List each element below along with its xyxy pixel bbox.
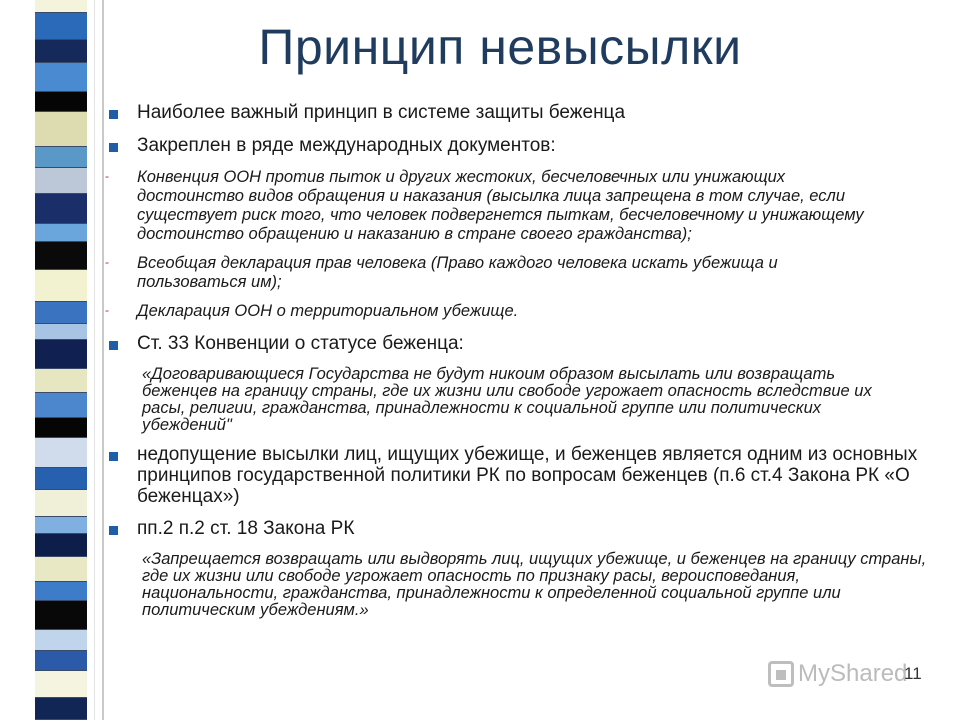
stripe-segment xyxy=(35,13,87,40)
slide-title: Принцип невысылки xyxy=(258,19,742,75)
decorative-stripe-bar xyxy=(35,0,87,720)
square-bullet-icon xyxy=(109,143,118,152)
stripe-segment xyxy=(35,557,87,582)
stripe-segment xyxy=(35,698,87,720)
page-number: 11 xyxy=(904,664,922,683)
square-bullet-icon xyxy=(109,452,118,461)
bullet-item xyxy=(105,333,935,354)
bullet-text: Ст. 33 Конвенции о статусе беженца: xyxy=(137,333,464,354)
stripe-segment xyxy=(35,630,87,652)
slide-body xyxy=(105,96,935,619)
stripe-segment xyxy=(35,393,87,418)
stripe-segment xyxy=(35,324,87,340)
stripe-segment xyxy=(35,601,87,630)
square-bullet-icon xyxy=(109,526,118,535)
bullet-text: недопущение высылки лиц, ищущих убежище, и беженцев является одним из основных принципов государственной политики РК по вопросам беженцев (п.6 ст.4 Закона РК «О беженцах») xyxy=(137,444,918,507)
stripe-segment xyxy=(35,651,87,671)
sub-item-text: Всеобщая декларация прав человека (Право каждого человека искать убежища и пользоваться им); xyxy=(137,254,778,291)
bullet-item xyxy=(105,518,935,539)
stripe-segment xyxy=(35,302,87,324)
stripe-segment xyxy=(35,418,87,438)
bullet-text: Закреплен в ряде международных документов: xyxy=(137,135,556,156)
stripe-segment xyxy=(35,517,87,533)
stripe-segment xyxy=(35,534,87,558)
dash-bullet-icon: - xyxy=(105,303,109,317)
divider xyxy=(94,0,95,720)
bullet-text: Наиболее важный принцип в системе защиты беженца xyxy=(137,102,626,123)
square-bullet-icon xyxy=(109,110,118,119)
stripe-segment xyxy=(35,582,87,600)
stripe-segment xyxy=(35,92,87,112)
sub-item xyxy=(105,168,935,244)
stripe-segment xyxy=(35,468,87,490)
square-bullet-icon xyxy=(109,341,118,350)
stripe-segment xyxy=(35,224,87,242)
stripe-segment xyxy=(35,112,87,146)
stripe-segment xyxy=(35,270,87,303)
bullet-text: пп.2 п.2 ст. 18 Закона РК xyxy=(137,518,355,539)
dash-bullet-icon: - xyxy=(105,255,109,269)
stripe-segment xyxy=(35,490,87,517)
sub-item xyxy=(105,302,935,321)
sub-item-text: Декларация ООН о территориальном убежище. xyxy=(137,302,519,320)
stripe-segment xyxy=(35,40,87,64)
stripe-segment xyxy=(35,438,87,469)
quote-block: «Запрещается возвращать или выдворять лиц, ищущих убежище, и беженцев на границу страны, где их жизни или свободе угрожает опасность по признаку расы, вероисповедания, национальности, гражданства, принадлежности к определенной социальной группе или политическим убеждениям.» xyxy=(142,550,927,619)
bullet-item xyxy=(105,135,935,156)
divider xyxy=(102,0,104,720)
myshared-logo-icon xyxy=(768,661,794,687)
stripe-segment xyxy=(35,63,87,92)
stripe-segment xyxy=(35,369,87,393)
stripe-segment xyxy=(35,340,87,369)
stripe-segment xyxy=(35,242,87,269)
sub-item-text: Конвенция ООН против пыток и других жестоких, бесчеловечных или унижающих достоинство видов обращения и наказания (высылка лица запрещена в том случае, если существует риск того, что человек подвергнется пыткам, бесчеловечному и унижающему достоинство обращению и наказанию в стране своего гражданства); xyxy=(137,168,864,243)
watermark xyxy=(768,660,907,688)
quote-block: «Договаривающиеся Государства не будут никоим образом высылать или возвращать беженцев на границу страны, где их жизни или свободе угрожает опасность вследствие их расы, религии, гражданства, принадлежности к социальной группе или политических убеждений" xyxy=(142,365,872,434)
watermark-text: MyShared xyxy=(798,660,908,687)
stripe-segment xyxy=(35,168,87,193)
dash-bullet-icon: - xyxy=(105,169,109,183)
stripe-segment xyxy=(35,0,87,13)
stripe-segment xyxy=(35,194,87,225)
stripe-segment xyxy=(35,671,87,698)
bullet-item xyxy=(105,102,935,123)
stripe-segment xyxy=(35,147,87,169)
bullet-item xyxy=(105,444,935,507)
sub-item xyxy=(105,254,935,292)
